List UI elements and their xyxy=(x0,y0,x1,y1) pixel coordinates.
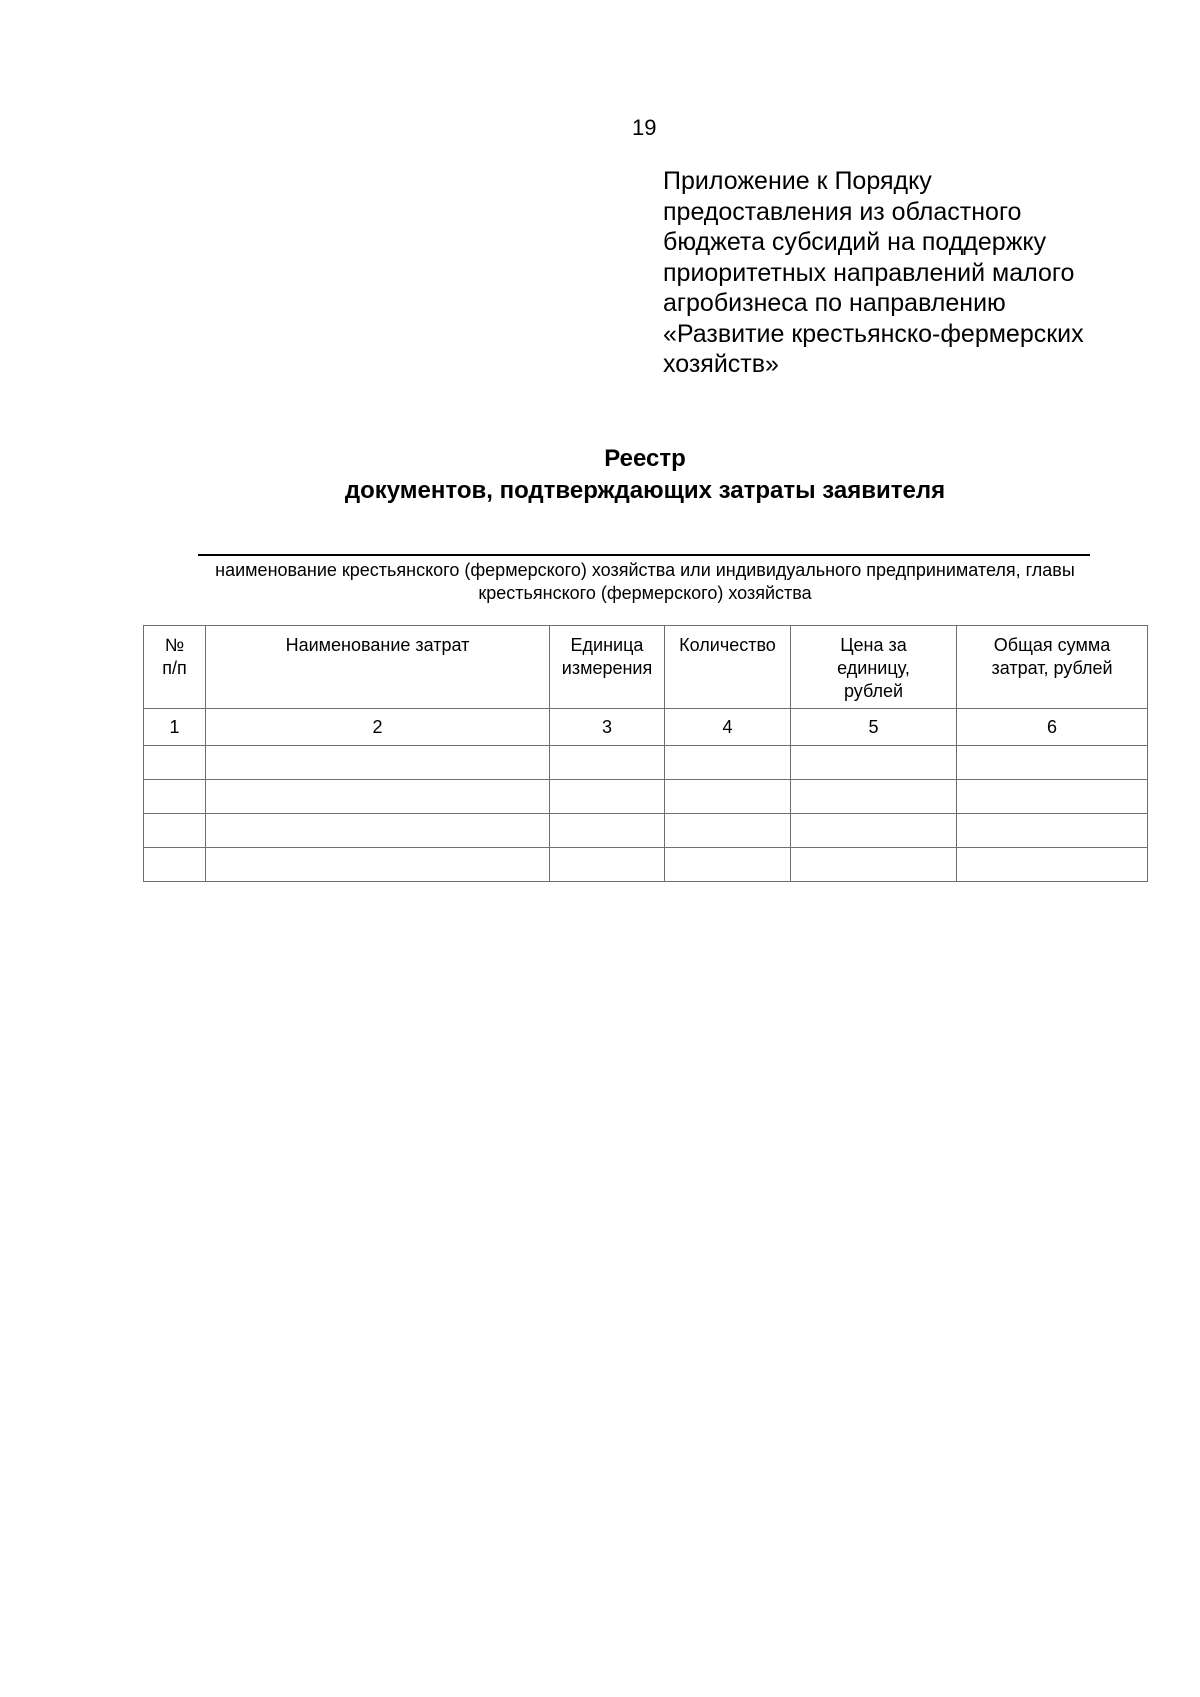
header-cell-unit-price: Цена за единицу, рублей xyxy=(791,626,957,709)
appendix-line: агробизнеса по направлению xyxy=(663,289,1006,317)
column-number-cell: 5 xyxy=(791,709,957,746)
appendix-line: Приложение к Порядку xyxy=(663,167,932,195)
table-cell xyxy=(791,848,957,882)
column-number-row xyxy=(144,709,1148,746)
title-line-1: Реестр xyxy=(604,445,686,472)
table-cell xyxy=(791,746,957,780)
appendix-note xyxy=(663,166,1163,380)
applicant-name-caption xyxy=(150,559,1140,605)
header-cell-number: № п/п xyxy=(144,626,206,709)
table-row xyxy=(144,848,1148,882)
table-cell xyxy=(144,780,206,814)
table-cell xyxy=(144,848,206,882)
document-title xyxy=(0,443,1200,507)
header-cell-unit: Единица измерения xyxy=(550,626,665,709)
table-cell xyxy=(550,814,665,848)
table-row xyxy=(144,780,1148,814)
column-number-cell: 3 xyxy=(550,709,665,746)
table-cell xyxy=(550,848,665,882)
appendix-line: «Развитие крестьянско-фермерских xyxy=(663,319,1084,348)
table-cell xyxy=(206,848,550,882)
table-cell xyxy=(206,814,550,848)
table-header-row xyxy=(144,626,1148,709)
caption-line-1: наименование крестьянского (фермерского) хозяйства или индивидуального предпринимателя, главы xyxy=(215,560,1075,580)
table-cell xyxy=(144,814,206,848)
table-cell xyxy=(144,746,206,780)
header-cell-quantity: Количество xyxy=(665,626,791,709)
table-cell xyxy=(957,746,1148,780)
table-row xyxy=(144,746,1148,780)
table-cell xyxy=(957,814,1148,848)
table-cell xyxy=(550,746,665,780)
applicant-name-line xyxy=(198,554,1090,556)
expenses-table xyxy=(143,625,1148,882)
table-cell xyxy=(550,780,665,814)
table-cell xyxy=(791,780,957,814)
title-line-2: документов, подтверждающих затраты заявителя xyxy=(344,477,946,504)
caption-line-2: крестьянского (фермерского) хозяйства xyxy=(478,583,812,603)
table-cell xyxy=(206,780,550,814)
table-row xyxy=(144,814,1148,848)
appendix-line: хозяйств» xyxy=(663,350,779,378)
table-cell xyxy=(206,746,550,780)
column-number-cell: 6 xyxy=(957,709,1148,746)
column-number-cell: 2 xyxy=(206,709,550,746)
appendix-line: приоритетных направлений малого xyxy=(663,258,1075,287)
table-cell xyxy=(791,814,957,848)
appendix-line: бюджета субсидий на поддержку xyxy=(663,228,1047,256)
table-cell xyxy=(957,848,1148,882)
header-cell-total: Общая сумма затрат, рублей xyxy=(957,626,1148,709)
page-number: 19 xyxy=(632,115,657,140)
column-number-cell: 1 xyxy=(144,709,206,746)
table-cell xyxy=(665,848,791,882)
table-cell xyxy=(665,780,791,814)
appendix-line: предоставления из областного xyxy=(663,197,1022,226)
header-cell-expense-name: Наименование затрат xyxy=(206,626,550,709)
column-number-cell: 4 xyxy=(665,709,791,746)
table-cell xyxy=(957,780,1148,814)
table-cell xyxy=(665,746,791,780)
table-cell xyxy=(665,814,791,848)
